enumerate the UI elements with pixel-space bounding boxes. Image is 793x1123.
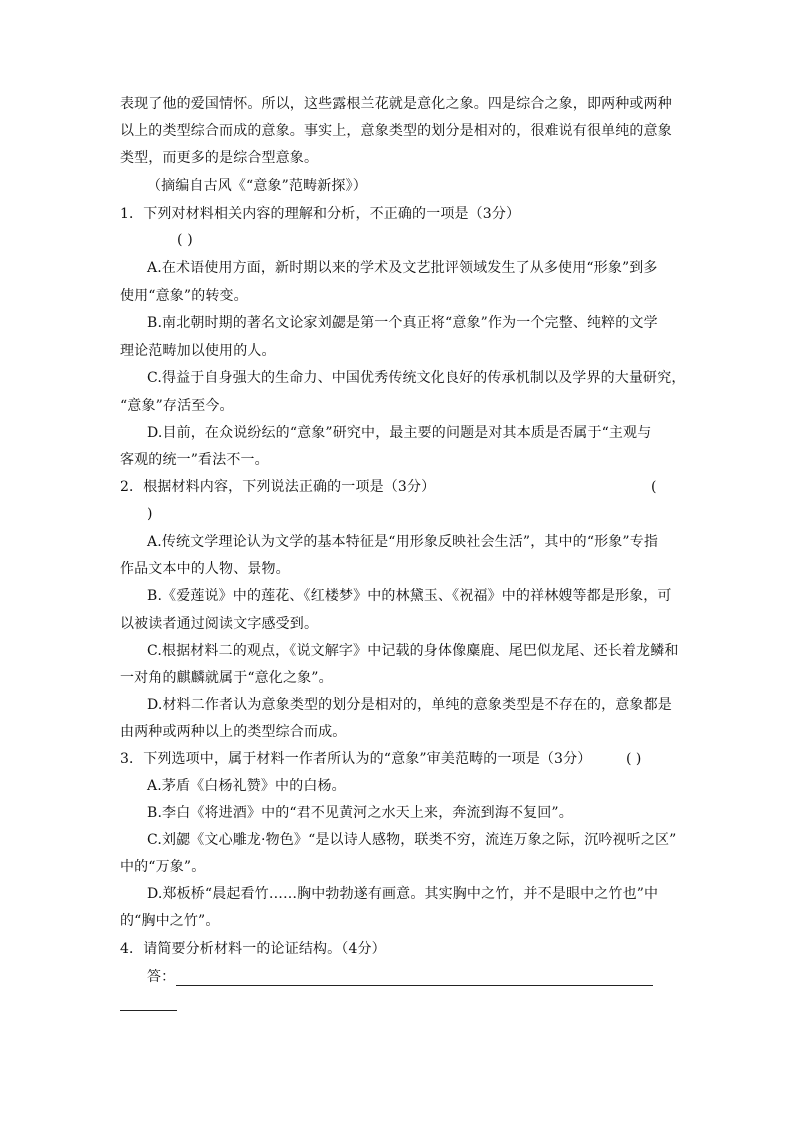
question-1-option-b-cont: 理论范畴加以使用的人。 [120, 343, 276, 359]
question-1-option-c-cont: “意象”存活至今。 [120, 398, 234, 414]
question-1-option-a: A.在术语使用方面，新时期以来的学术及文艺批评领域发生了从多使用“形象”到多 [147, 260, 658, 276]
question-2-option-b: B.《爱莲说》中的莲花、《红楼梦》中的林黛玉、《祝福》中的祥林嫂等都是形象，可 [147, 588, 672, 604]
question-1-option-d-cont: 客观的统一”看法不一。 [120, 452, 269, 468]
question-1-option-a-cont: 使用“意象”的转变。 [120, 288, 248, 304]
question-1-option-b: B.南北朝时期的著名文论家刘勰是第一个真正将“意象”作为一个完整、纯粹的文学 [147, 315, 658, 331]
question-2-blank-open[interactable]: ( [651, 479, 657, 495]
question-2-option-c-cont: 一对角的麒麟就属于“意化之象”。 [120, 670, 333, 686]
question-1-option-d: D.目前，在众说纷纭的“意象”研究中，最主要的问题是对其本质是否属于“主观与 [147, 425, 652, 441]
question-3-stem: 3．下列选项中，属于材料一作者所认为的“意象”审美范畴的一项是（3分） [120, 751, 592, 767]
passage-line: 表现了他的爱国情怀。所以，这些露根兰花就是意化之象。四是综合之象，即两种或两种 [120, 96, 672, 112]
passage-source: （摘编自古风《“意象”范畴新探》） [147, 178, 367, 194]
question-2-option-b-cont: 以被读者通过阅读文字感受到。 [120, 616, 319, 632]
passage-line: 类型，而更多的是综合型意象。 [120, 150, 319, 166]
question-2-option-a-cont: 作品文本中的人物、景物。 [120, 561, 290, 577]
answer-label: 答： [147, 969, 176, 985]
question-3-option-c: C.刘勰《文心雕龙·物色》“是以诗人感物，联类不穷，流连万象之际，沉吟视听之区” [147, 832, 677, 848]
question-3-option-d: D.郑板桥“晨起看竹……胸中勃勃遂有画意。其实胸中之竹，并不是眼中之竹也”中 [147, 886, 659, 902]
question-3-blank[interactable]: ( ) [626, 751, 642, 767]
question-2-option-d-cont: 由两种或两种以上的类型综合而成。 [120, 724, 347, 740]
question-3-option-a: A.茅盾《白杨礼赞》中的白杨。 [147, 778, 346, 794]
question-1-option-c: C.得益于自身强大的生命力、中国优秀传统文化良好的传承机制以及学界的大量研究， [147, 370, 686, 386]
answer-line[interactable] [176, 985, 653, 986]
question-3-option-d-cont: 的“胸中之竹”。 [120, 913, 220, 929]
question-2-blank-close[interactable]: ) [147, 506, 153, 522]
question-1-stem: 1．下列对材料相关内容的理解和分析，不正确的一项是（3分） [120, 206, 521, 222]
passage-line: 以上的类型综合而成的意象。事实上，意象类型的划分是相对的，很难说有很单纯的意象 [120, 123, 672, 139]
question-2-option-d: D.材料二作者认为意象类型的划分是相对的，单纯的意象类型是不存在的，意象都是 [147, 697, 672, 713]
question-4-stem: 4．请简要分析材料一的论证结构。（4分） [120, 941, 386, 957]
question-3-option-c-cont: 中的“万象”。 [120, 859, 206, 875]
question-3-option-b: B.李白《将进酒》中的“君不见黄河之水天上来，奔流到海不复回”。 [147, 805, 573, 821]
answer-line-continued[interactable] [120, 1010, 177, 1011]
question-2-option-c: C.根据材料二的观点，《说文解字》中记载的身体像麋鹿、尾巴似龙尾、还长着龙鳞和 [147, 643, 679, 659]
question-1-blank[interactable]: ( ) [177, 232, 193, 248]
question-2-option-a: A.传统文学理论认为文学的基本特征是“用形象反映社会生活”，其中的“形象”专指 [147, 534, 659, 550]
question-2-stem: 2．根据材料内容，下列说法正确的一项是（3分） [120, 479, 436, 495]
